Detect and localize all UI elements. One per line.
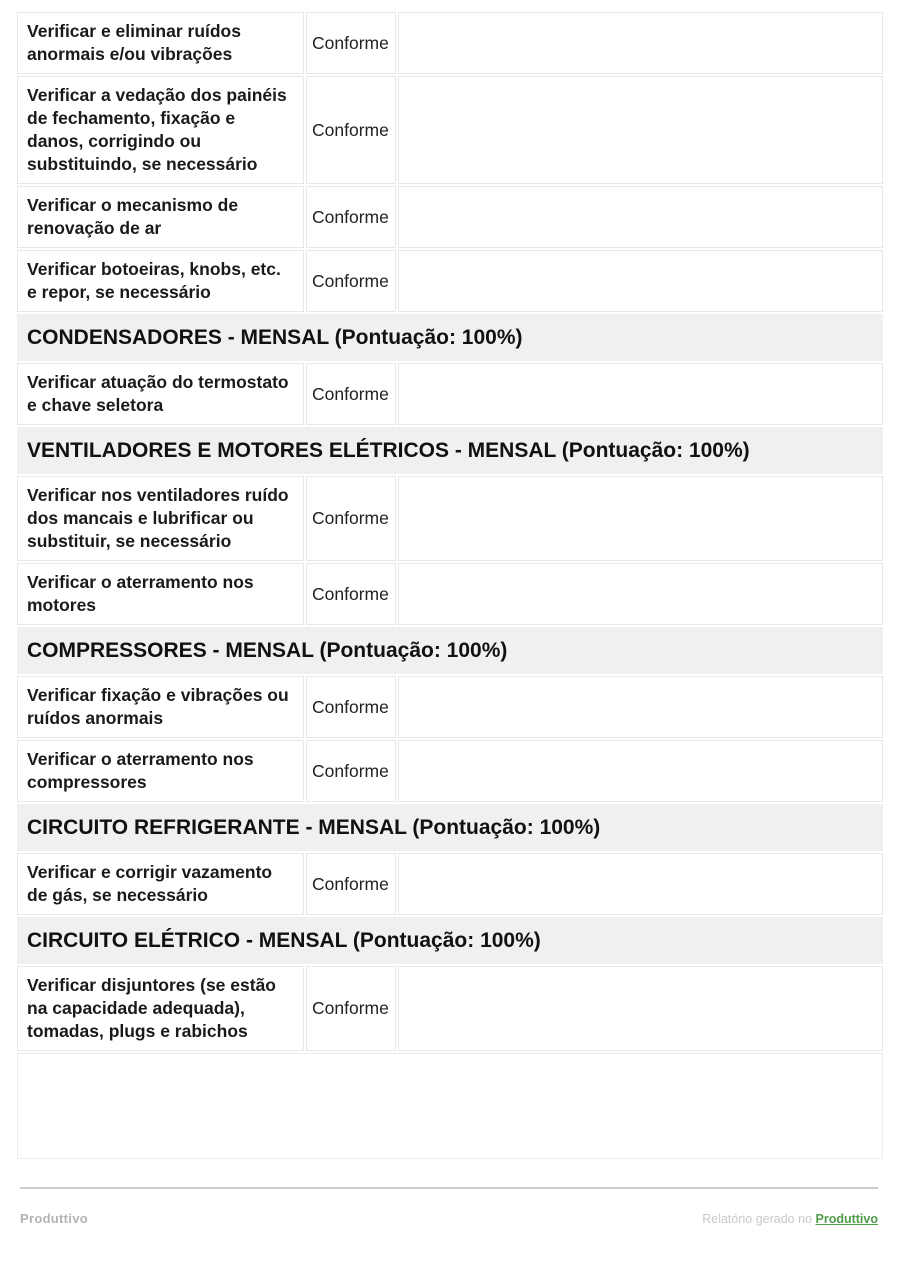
section-title: CIRCUITO ELÉTRICO - MENSAL (Pontuação: 100%) bbox=[27, 929, 541, 952]
task-description: Verificar nos ventiladores ruído dos mancais e lubrificar ou substituir, se necessário bbox=[27, 485, 289, 551]
status-value: Conforme bbox=[312, 32, 389, 53]
status-cell bbox=[306, 363, 396, 425]
task-description-cell bbox=[17, 740, 304, 802]
task-row bbox=[17, 853, 883, 915]
task-description: Verificar botoeiras, knobs, etc. e repor, se necessário bbox=[27, 259, 281, 302]
section-title: CONDENSADORES - MENSAL (Pontuação: 100%) bbox=[27, 326, 523, 349]
status-value: Conforme bbox=[312, 760, 389, 781]
status-value: Conforme bbox=[312, 508, 389, 528]
status-cell bbox=[306, 250, 396, 312]
task-description: Verificar fixação e vibrações ou ruídos anormais bbox=[27, 685, 289, 728]
task-description: Verificar e eliminar ruídos anormais e/ou vibrações bbox=[27, 21, 241, 64]
status-cell bbox=[306, 740, 396, 802]
section-title: COMPRESSORES - MENSAL (Pontuação: 100%) bbox=[27, 639, 508, 662]
task-description-cell bbox=[17, 186, 304, 248]
checklist-table bbox=[17, 12, 883, 1161]
task-row bbox=[17, 363, 883, 425]
task-row bbox=[17, 740, 883, 802]
task-row bbox=[17, 676, 883, 738]
task-description: Verificar o aterramento nos motores bbox=[27, 572, 254, 615]
notes-cell bbox=[398, 186, 883, 248]
status-cell bbox=[306, 853, 396, 915]
notes-cell bbox=[398, 476, 883, 561]
notes-cell bbox=[398, 563, 883, 625]
section-header bbox=[17, 627, 883, 674]
task-description: Verificar o mecanismo de renovação de ar bbox=[27, 195, 239, 238]
footer-row bbox=[20, 1211, 878, 1226]
status-cell bbox=[306, 676, 396, 738]
section-header bbox=[17, 314, 883, 361]
status-cell bbox=[306, 76, 396, 184]
footer-generated-text bbox=[702, 1212, 878, 1226]
status-cell bbox=[306, 476, 396, 561]
status-value: Conforme bbox=[312, 696, 389, 717]
footer-brand: Produttivo bbox=[20, 1211, 88, 1226]
task-description-cell bbox=[17, 250, 304, 312]
task-description: Verificar a vedação dos painéis de fechamento, fixação e danos, corrigindo ou substituindo, se necessário bbox=[27, 85, 287, 174]
status-value: Conforme bbox=[312, 119, 389, 140]
section-title: CIRCUITO REFRIGERANTE - MENSAL (Pontuação: 100%) bbox=[27, 816, 601, 839]
section-title: VENTILADORES E MOTORES ELÉTRICOS - MENSAL (Pontuação: 100%) bbox=[27, 439, 750, 462]
notes-cell bbox=[398, 966, 883, 1051]
footer-produttivo-link[interactable]: Produttivo bbox=[815, 1212, 878, 1226]
task-row bbox=[17, 12, 883, 74]
task-description-cell bbox=[17, 363, 304, 425]
empty-spacer-cell bbox=[17, 1053, 883, 1159]
task-description-cell bbox=[17, 676, 304, 738]
task-row bbox=[17, 186, 883, 248]
task-description-cell bbox=[17, 966, 304, 1051]
notes-cell bbox=[398, 363, 883, 425]
notes-cell bbox=[398, 250, 883, 312]
status-value: Conforme bbox=[312, 383, 389, 404]
notes-cell bbox=[398, 853, 883, 915]
task-row bbox=[17, 563, 883, 625]
task-row bbox=[17, 476, 883, 561]
checklist-blocks bbox=[17, 12, 883, 1051]
status-cell bbox=[306, 966, 396, 1051]
section-header bbox=[17, 804, 883, 851]
task-description: Verificar atuação do termostato e chave seletora bbox=[27, 372, 289, 415]
status-value: Conforme bbox=[312, 583, 389, 604]
status-cell bbox=[306, 186, 396, 248]
task-row bbox=[17, 966, 883, 1051]
status-value: Conforme bbox=[312, 270, 389, 291]
status-cell bbox=[306, 563, 396, 625]
task-description-cell bbox=[17, 12, 304, 74]
task-description: Verificar o aterramento nos compressores bbox=[27, 749, 254, 792]
section-header bbox=[17, 427, 883, 474]
task-description-cell bbox=[17, 563, 304, 625]
task-row bbox=[17, 76, 883, 184]
notes-cell bbox=[398, 676, 883, 738]
status-cell bbox=[306, 12, 396, 74]
status-value: Conforme bbox=[312, 206, 389, 227]
footer-generated-prefix: Relatório gerado no bbox=[702, 1212, 813, 1226]
notes-cell bbox=[398, 76, 883, 184]
status-value: Conforme bbox=[312, 998, 389, 1018]
footer bbox=[20, 1187, 878, 1226]
task-description: Verificar disjuntores (se estão na capacidade adequada), tomadas, plugs e rabichos bbox=[27, 975, 276, 1041]
task-description-cell bbox=[17, 853, 304, 915]
task-row bbox=[17, 250, 883, 312]
task-description-cell bbox=[17, 476, 304, 561]
task-description-cell bbox=[17, 76, 304, 184]
notes-cell bbox=[398, 740, 883, 802]
notes-cell bbox=[398, 12, 883, 74]
status-value: Conforme bbox=[312, 873, 389, 894]
task-description: Verificar e corrigir vazamento de gás, se necessário bbox=[27, 862, 273, 905]
section-header bbox=[17, 917, 883, 964]
